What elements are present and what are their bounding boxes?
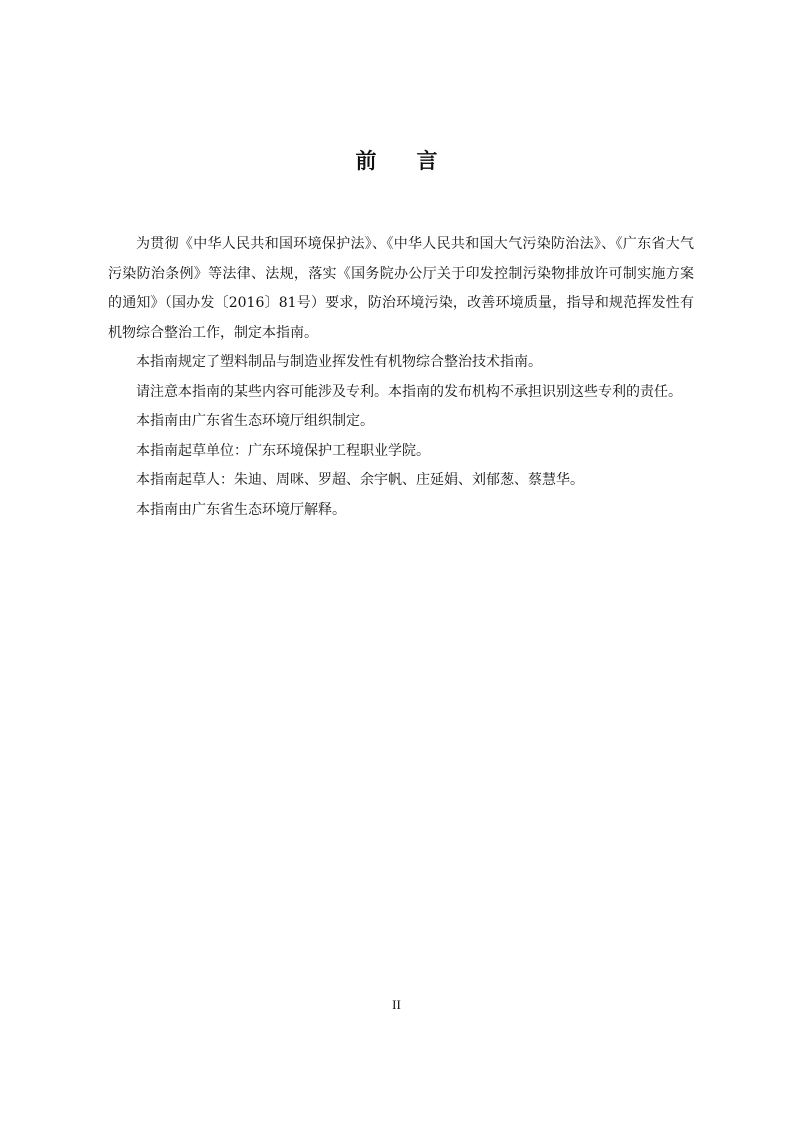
page-title: [0, 146, 793, 176]
page-number: II: [392, 997, 401, 1012]
paragraph-drafters: 本指南起草人：朱迪、周咪、罗超、余宇帆、庄延娟、刘郁葱、蔡慧华。: [136, 472, 584, 488]
paragraph-interpretation: 本指南由广东省生态环境厅解释。: [136, 501, 346, 518]
page-title-char-2: 言: [416, 149, 438, 173]
paragraph-patent-notice: 请注意本指南的某些内容可能涉及专利。本指南的发布机构不承担识别这些专利的责任。: [136, 383, 682, 400]
page-title-char-1: 前: [355, 149, 377, 173]
foreword-body: [108, 230, 694, 525]
paragraph-drafting-unit: 本指南起草单位：广东环境保护工程职业学院。: [136, 442, 430, 459]
paragraph-organizer: 本指南由广东省生态环境厅组织制定。: [136, 413, 374, 429]
paragraph-scope: 本指南规定了塑料制品与制造业挥发性有机物综合整治技术指南。: [136, 354, 542, 370]
paragraph-purpose: 为贯彻《中华人民共和国环境保护法》、《中华人民共和国大气污染防治法》、《广东省大气污染防治条例》等法律、法规，落实《国务院办公厅关于印发控制污染物排放许可制实施方案的通知》（国办发〔2016〕81号）要求，防治环境污染，改善环境质量，指导和规范挥发性有机物综合整治工作，制定本指南。: [108, 236, 694, 341]
